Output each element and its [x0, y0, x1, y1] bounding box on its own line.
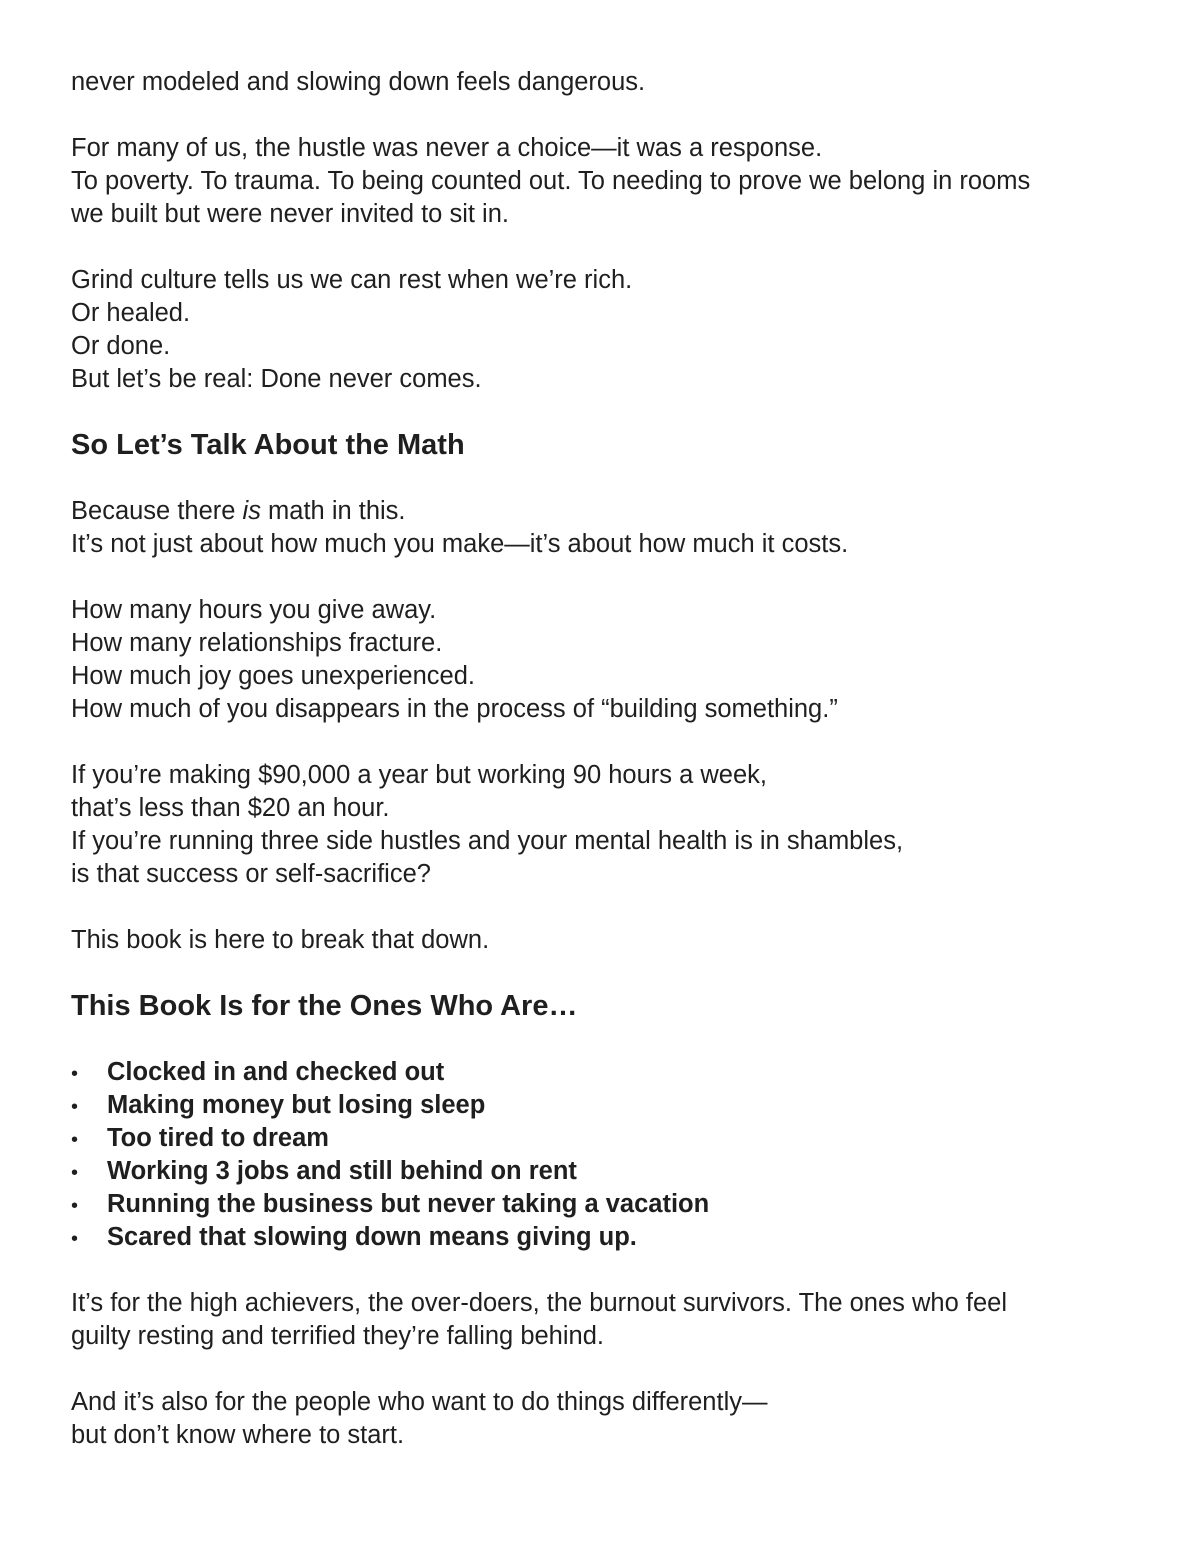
- cost-line: How much joy goes unexperienced.: [71, 662, 475, 690]
- list-item: [71, 1056, 1141, 1089]
- cost-line: How many relationships fracture.: [71, 629, 443, 657]
- spacer: [71, 1023, 1141, 1056]
- spacer: [71, 1254, 1141, 1287]
- hustle-paragraph: [71, 132, 1141, 231]
- list-item: [71, 1221, 1141, 1254]
- list-item: [71, 1089, 1141, 1122]
- section-heading-math: So Let’s Talk About the Math: [71, 429, 465, 461]
- bullet-icon: •: [71, 1162, 79, 1184]
- grind-line: Or healed.: [71, 299, 191, 327]
- spacer: [71, 891, 1141, 924]
- closing-line: This book is here to break that down.: [71, 926, 490, 954]
- grind-line: But let’s be real: Done never comes.: [71, 365, 482, 393]
- example-paragraph: [71, 759, 1141, 891]
- bullet-icon: •: [71, 1195, 79, 1217]
- spacer: [71, 726, 1141, 759]
- bullet-icon: •: [71, 1096, 79, 1118]
- cost-line: How many hours you give away.: [71, 596, 437, 624]
- example-line: is that success or self-sacrifice?: [71, 860, 431, 888]
- bullet-text: Making money but losing sleep: [107, 1091, 486, 1119]
- math-intro-text: math in this.: [260, 497, 406, 525]
- spacer: [71, 99, 1141, 132]
- grind-line: Or done.: [71, 332, 171, 360]
- spacer: [71, 396, 1141, 429]
- list-item: [71, 1188, 1141, 1221]
- grind-paragraph: [71, 264, 1141, 396]
- math-intro-line: It’s not just about how much you make—it’s about how much it costs.: [71, 530, 849, 558]
- math-intro-text: Because there: [71, 497, 243, 525]
- final-paragraph: [71, 1386, 1141, 1452]
- bullet-text: Clocked in and checked out: [107, 1058, 445, 1086]
- audience-bullet-list: [71, 1056, 1141, 1254]
- bullet-icon: •: [71, 1063, 79, 1085]
- example-line: If you’re running three side hustles and your mental health is in shambles,: [71, 827, 904, 855]
- spacer: [71, 561, 1141, 594]
- intro-line: never modeled and slowing down feels dangerous.: [71, 68, 646, 96]
- final-line: And it’s also for the people who want to do things differently—: [71, 1388, 768, 1416]
- bullet-text: Too tired to dream: [107, 1124, 329, 1152]
- spacer: [71, 957, 1141, 990]
- bullet-text: Running the business but never taking a vacation: [107, 1190, 710, 1218]
- section-heading-audience: This Book Is for the Ones Who Are…: [71, 990, 578, 1022]
- bullet-text: Working 3 jobs and still behind on rent: [107, 1157, 577, 1185]
- audience-paragraph: [71, 1287, 1141, 1353]
- spacer: [71, 1353, 1141, 1386]
- example-line: If you’re making $90,000 a year but working 90 hours a week,: [71, 761, 767, 789]
- hustle-line: To poverty. To trauma. To being counted out. To needing to prove we belong in rooms: [71, 167, 1031, 195]
- spacer: [71, 231, 1141, 264]
- bullet-text: Scared that slowing down means giving up.: [107, 1223, 637, 1251]
- audience-line: It’s for the high achievers, the over-doers, the burnout survivors. The ones who feel: [71, 1289, 1007, 1317]
- final-line: but don’t know where to start.: [71, 1421, 405, 1449]
- bullet-icon: •: [71, 1129, 79, 1151]
- document-page: [71, 66, 1141, 1452]
- hustle-line: For many of us, the hustle was never a choice—it was a response.: [71, 134, 823, 162]
- audience-line: guilty resting and terrified they’re falling behind.: [71, 1322, 604, 1350]
- math-intro-paragraph: [71, 495, 1141, 561]
- hustle-line: we built but were never invited to sit in.: [71, 200, 509, 228]
- example-line: that’s less than $20 an hour.: [71, 794, 390, 822]
- costs-paragraph: [71, 594, 1141, 726]
- math-intro-emphasis: is: [242, 497, 261, 525]
- list-item: [71, 1155, 1141, 1188]
- list-item: [71, 1122, 1141, 1155]
- math-intro-line: [71, 495, 1141, 528]
- cost-line: How much of you disappears in the process of “building something.”: [71, 695, 838, 723]
- grind-line: Grind culture tells us we can rest when we’re rich.: [71, 266, 633, 294]
- bullet-icon: •: [71, 1228, 79, 1250]
- spacer: [71, 462, 1141, 495]
